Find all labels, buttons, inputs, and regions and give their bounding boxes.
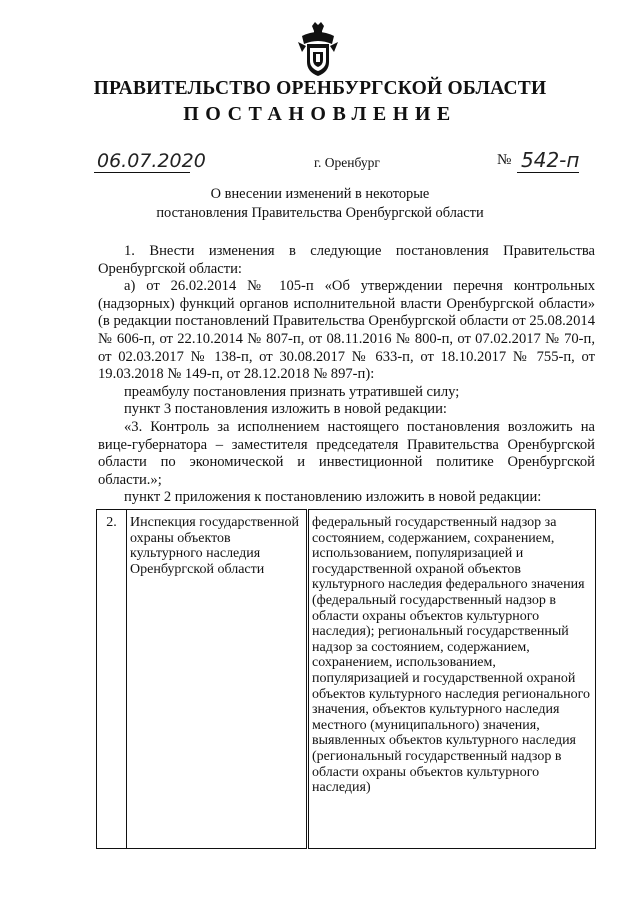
paragraph-2: а) от 26.02.2014 № 105-п «Об утверждении перечня контрольных (надзорных) функций органов исполнительной власти Оренбургской области» (в редакции постановлений Правительства Оренбургской области от 25.08.2014 № 606-п, от 22.10.2014 № 807-п, от 08.11.2016 № 800-п, от 07.02.2017 № 70-п, от 02.03.2017 № 138-п, от 30.08.2017 № 633-п, от 18.10.2017 № 755-п, от 19.03.2018 № 149-п, от 28.12.2018 № 897-п): bbox=[98, 278, 595, 383]
functions-cell bbox=[308, 510, 596, 849]
row-number: 2. bbox=[106, 515, 117, 530]
document-subject bbox=[0, 185, 640, 223]
document-body bbox=[98, 243, 595, 507]
document-city: г. Оренбург bbox=[314, 155, 380, 170]
paragraph-6: пункт 2 приложения к постановлению изложить в новой редакции: bbox=[124, 489, 542, 506]
number-underline bbox=[517, 172, 579, 173]
authority-name: Инспекция государственной охраны объектов культурного наследия Оренбургской области bbox=[130, 515, 300, 577]
paragraph-5: «3. Контроль за исполнением настоящего постановления возложить на вице-губернатора – заместителя председателя Правительства Оренбургской области по экономической и инвестиционной политике Оренбургской области.»; bbox=[98, 418, 595, 488]
document-date: 06.07.2020 bbox=[97, 150, 206, 172]
functions-table bbox=[96, 509, 596, 849]
government-title: ПРАВИТЕЛЬСТВО ОРЕНБУРГСКОЙ ОБЛАСТИ bbox=[93, 78, 547, 99]
row-number-cell bbox=[97, 510, 127, 849]
coat-of-arms-emblem bbox=[296, 22, 340, 78]
date-underline bbox=[94, 172, 190, 173]
paragraph-1: 1. Внести изменения в следующие постановления Правительства Оренбургской области: bbox=[98, 243, 595, 277]
subject-line-1: О внесении изменений в некоторые bbox=[210, 186, 430, 202]
authority-cell bbox=[127, 510, 308, 849]
document-type-title: ПОСТАНОВЛЕНИЕ bbox=[183, 103, 457, 125]
table-row bbox=[97, 510, 596, 849]
functions-text: федеральный государственный надзор за состоянием, содержанием, сохранением, использованием, популяризацией и государственной охраной объектов культурного наследия федерального значения (федеральный государственный надзор в области охраны объектов культурного наследия); региональный государственный надзор за состоянием, содержанием, сохранением, использованием, популяризацией и государственной охраной объектов культурного наследия регионального значения, объектов культурного наследия местного (муниципального) значения, выявленных объектов культурного наследия (региональный государственный надзор в области охраны объектов культурного наследия) bbox=[312, 515, 591, 796]
number-label: № bbox=[497, 152, 512, 168]
document-number: 542-п bbox=[521, 148, 580, 172]
paragraph-3: преамбулу постановления признать утратившей силу; bbox=[124, 383, 460, 400]
paragraph-4: пункт 3 постановления изложить в новой редакции: bbox=[124, 401, 447, 418]
subject-line-2: постановления Правительства Оренбургской области bbox=[156, 205, 484, 221]
